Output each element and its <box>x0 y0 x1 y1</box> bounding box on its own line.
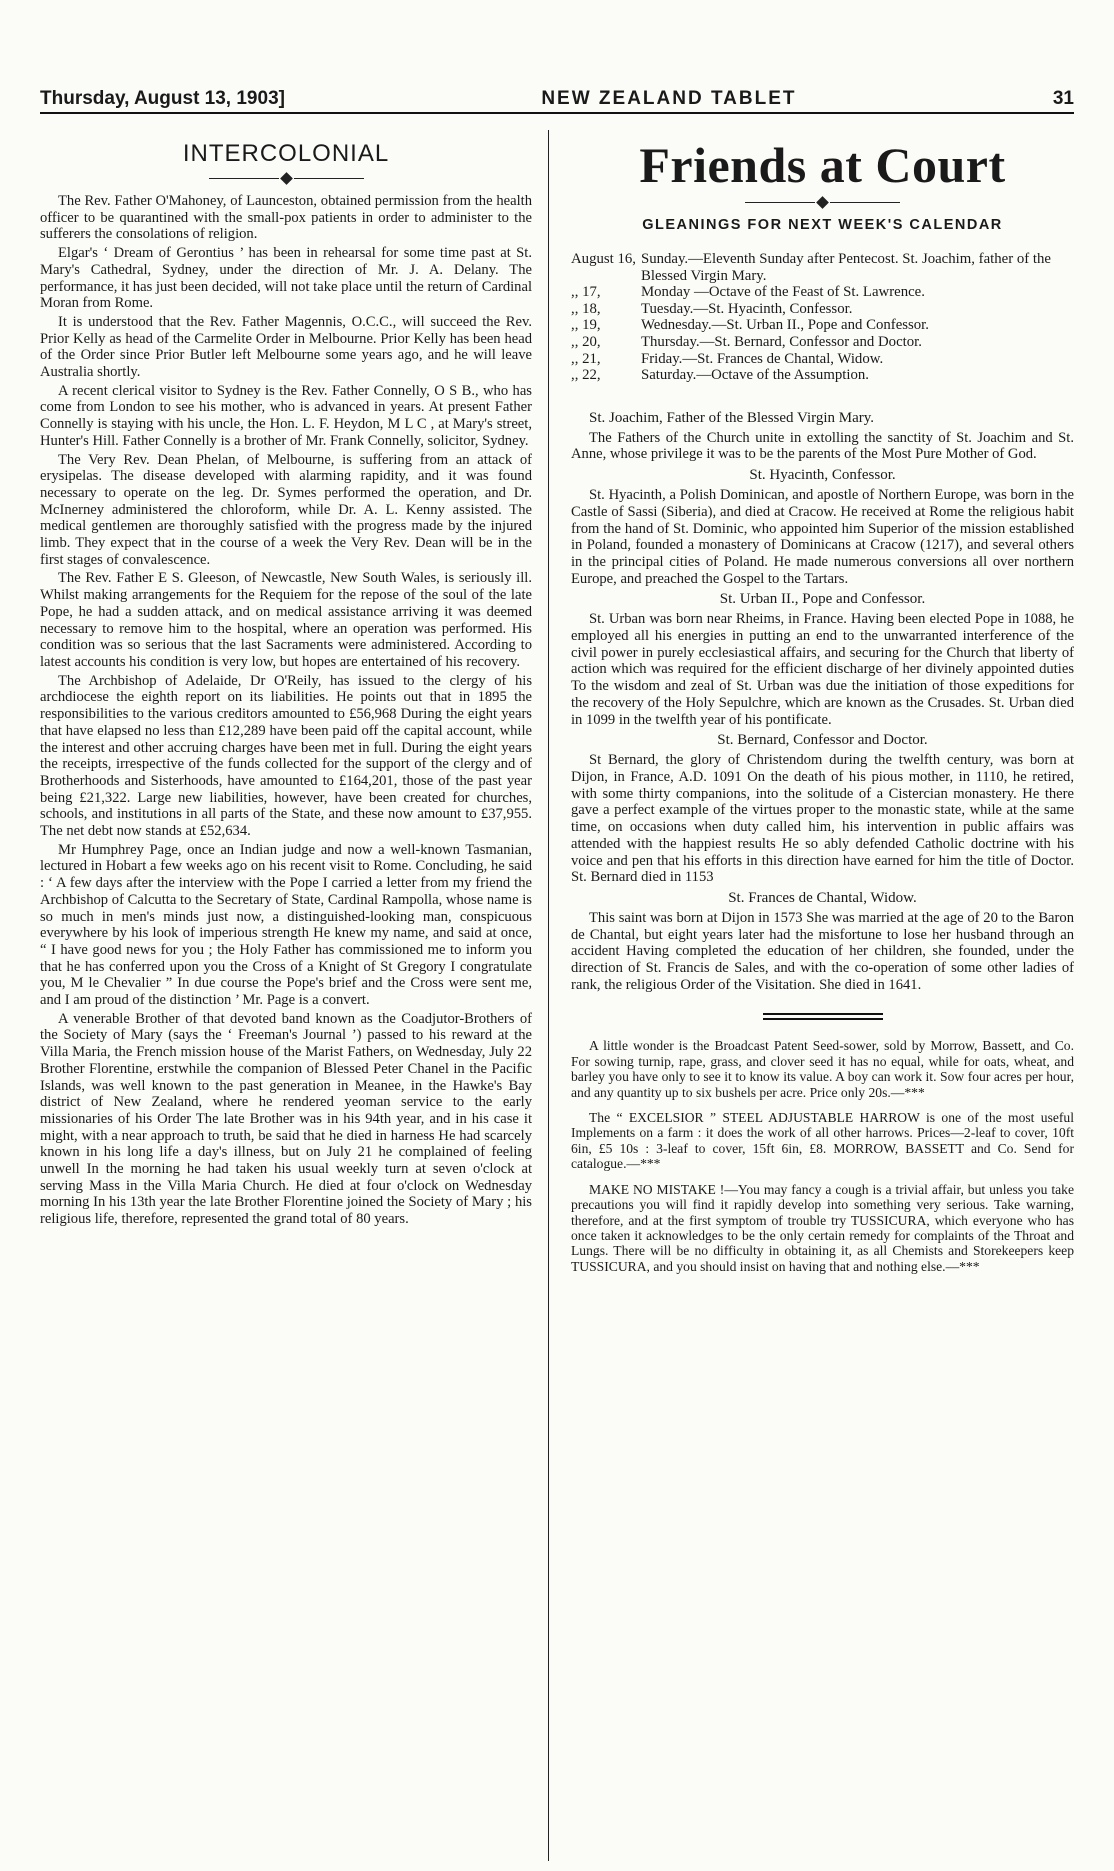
calendar-entry <box>571 334 1074 351</box>
friends-heading: Friends at Court <box>639 137 1006 193</box>
intercolonial-heading: INTERCOLONIAL <box>182 140 390 167</box>
calendar-entry <box>571 284 1074 301</box>
issue-date: Thursday, August 13, 1903] <box>40 88 285 109</box>
page-number: 31 <box>1052 88 1074 109</box>
saint-title: St. Hyacinth, Confessor. <box>749 467 896 484</box>
calendar-text: Friday.—St. Frances de Chantal, Widow. <box>641 350 884 367</box>
article-paragraph: Mr Humphrey Page, once an Indian judge and now a well-known Tasmanian, lectured in Hobart a few weeks ago on his recent visit to Rome. Concluding, he said : ‘ A few days after the interview with the Pope I carried a letter from my friend the Archbishop of Calcutta to the Secretary of State, Cardinal Rampolla, whose name is so much in men's minds just now, a distinguished-looking man, conspicuous everywhere by his look of imperious strength He knew my name, and said at once, “ I have good news for you ; the Holy Father has commissioned me to inform you that he has conferred upon you the Cross of a Knight of St Gregory I congratulate you, M le Chevalier ” In due course the Pope's brief and the Cross were sent me, and I am proud of the distinction ’ Mr. Page is a convert. <box>40 841 532 1009</box>
calendar-date: ,, 22, <box>571 367 601 384</box>
calendar-entry <box>571 251 1074 284</box>
article-paragraph: The Archbishop of Adelaide, Dr O'Reily, has issued to the clergy of his archdiocese the eighth report on its liabilities. He points out that in 1895 the responsibilities to the various creditors amounted to £56,968 During the eight years that have elapsed no less than £12,289 have been paid off the capital account, while the interest and other accruing charges have been met in full. During the eight years the receipts, irrespective of the funds collected for the support of the clergy and of Brotherhoods and Sisterhoods, have amounted to £164,201, those of the past year being £21,322. Large new liabilities, however, have been created for churches, schools, and institutions in all parts of the State, and these now amount to £37,955. The net debt now stands at £52,634. <box>40 672 532 840</box>
saint-paragraph: The Fathers of the Church unite in extolling the sanctity of St. Joachim and St. Anne, whose privilege it was to be the parents of the Most Pure Mother of God. <box>571 429 1074 463</box>
intercolonial-column <box>40 122 548 1861</box>
newspaper-title: NEW ZEALAND TABLET <box>541 88 797 109</box>
advertisement-paragraph: A little wonder is the Broadcast Patent Seed-sower, sold by Morrow, Bassett, and Co. For sowing turnip, rape, grass, and clover seed it has no equal, while for oats, wheat, and barley you have only to see it to know its value. A boy can work it. Sow four acres per hour, and any quantity up to six bushels per acre. Price only 20s.—*** <box>571 1038 1074 1100</box>
calendar-date: August 16, <box>571 251 636 267</box>
article-paragraph: The Very Rev. Dean Phelan, of Melbourne, is suffering from an attack of erysipelas. The disease developed with alarming rapidity, and it was found necessary to operate on the leg. Dr. Symes performed the operation, and Dr. McInerney administered the chloroform, while Dr. A. L. Kenny assisted. The medical gentlemen are thoroughly satisfied with the progress made by the injured limb. They expect that in the course of a week the Very Rev. Dean will be in the first stages of convalescence. <box>40 451 532 568</box>
saint-title: St. Frances de Chantal, Widow. <box>728 889 917 906</box>
calendar-date: ,, 21, <box>571 350 601 367</box>
double-rule <box>763 1013 883 1020</box>
article-paragraph: The Rev. Father E S. Gleeson, of Newcastle, New South Wales, is seriously ill. Whilst making arrangements for the Requiem for the repose of the soul of the late Pope, he had a sudden attack, and on medical assistance arriving it was deemed necessary to remove him to the hospital, where an operation was performed. His condition was so serious that the last Sacraments were administered. According to latest accounts his condition is very low, but hopes are entertained of his recovery. <box>40 570 532 670</box>
calendar-text: Sunday.—Eleventh Sunday after Pentecost. St. Joachim, father of the Blessed Virgin Mary. <box>641 251 1051 284</box>
calendar-date: ,, 17, <box>571 284 601 301</box>
article-paragraph: A recent clerical visitor to Sydney is the Rev. Father Connelly, O S B., who has come from London to see his mother, who is advanced in years. At present Father Connelly is staying with his uncle, the Hon. L. F. Heydon, M L C , at Mary's street, Hunter's Hill. Father Connelly is a brother of Mr. Frank Connelly, solicitor, Sydney. <box>40 382 532 449</box>
intercolonial-body <box>40 193 532 1228</box>
calendar-date: ,, 19, <box>571 317 601 334</box>
calendar-text: Wednesday.—St. Urban II., Pope and Confessor. <box>641 317 929 334</box>
calendar-text: Saturday.—Octave of the Assumption. <box>641 367 869 384</box>
saints-section <box>571 410 1074 994</box>
calendar-entry <box>571 317 1074 334</box>
article-paragraph: Elgar's ‘ Dream of Gerontius ’ has been in rehearsal for some time past at St. Mary's Cathedral, Sydney, under the direction of Mr. J. A. Delany. The performance, it has just been decided, will not take place until the return of Cardinal Moran from Rome. <box>40 245 532 312</box>
calendar-list <box>571 251 1074 384</box>
calendar-date: ,, 18, <box>571 300 601 317</box>
advertisement-paragraph: The “ EXCELSIOR ” STEEL ADJUSTABLE HARROW is one of the most useful Implements on a farm : it does the work of all other harrows. Prices—2-leaf to cover, 10ft 6in, £5 10s : 3-leaf to cover, 15ft 6in, £8. MORROW, BASSETT and Co. Send for catalogue.—*** <box>571 1110 1074 1172</box>
saint-paragraph: St Bernard, the glory of Christendom during the twelfth century, was born at Dijon, in France, A.D. 1091 On the death of his pious mother, in 1110, he retired, with some thirty companions, into the solitude of a Cistercian monastery. He there gave a perfect example of the virtues proper to the monastic state, while at the same time, on occasions when duty called him, his intervention in public affairs was attended with the happiest results He so ably defended Catholic doctrine with his voice and pen that his efforts in this direction have earned for him the title of Doctor. St. Bernard died in 1153 <box>571 752 1074 886</box>
saint-paragraph: St. Urban was born near Rheims, in France. Having been elected Pope in 1088, he employed all his energies in putting an end to the unwarranted interference of the civil power in purely ecclesiastical affairs, and securing for the Church that liberty of action which was required for the efficient discharge of her divinely appointed duties To the wisdom and zeal of St. Urban was due the initiation of those expeditions for the recovery of the Holy Sepulchre, which are known as the Crusades. St. Urban died in 1099 in the twelfth year of his pontificate. <box>571 611 1074 728</box>
calendar-entry <box>571 301 1074 318</box>
article-paragraph: It is understood that the Rev. Father Magennis, O.C.C., will succeed the Rev. Prior Kelly as head of the Carmelite Order in Melbourne. Prior Kelly has been head of the Order since Prior Butler left Melbourne some years ago, and he will leave Australia shortly. <box>40 313 532 381</box>
article-paragraph: The Rev. Father O'Mahoney, of Launceston, obtained permission from the health officer to be quarantined with the small-pox patients in order to administer to the sufferers the consolations of religion. <box>40 193 532 243</box>
calendar-text: Thursday.—St. Bernard, Confessor and Doctor. <box>641 333 922 350</box>
friends-column <box>549 122 1074 1861</box>
calendar-date: ,, 20, <box>571 333 601 350</box>
advertisement-paragraph: MAKE NO MISTAKE !—You may fancy a cough is a trivial affair, but unless you take precautions you will find it rapidly develop into something very serious. Take warning, therefore, and at the first symptom of trouble try TUSSICURA, which everyone who has once taken it acknowledges to be the only certain remedy for complaints of the Throat and Lungs. There will be no difficulty in obtaining it, as all Chemists and Storekeepers keep TUSSICURA, and you should insist on having that and nothing else.—*** <box>571 1181 1074 1274</box>
advertisements <box>571 1038 1074 1274</box>
ornament-divider <box>571 198 1074 207</box>
saint-title: St. Joachim, Father of the Blessed Virgin Mary. <box>589 409 875 426</box>
columns <box>40 122 1074 1861</box>
article-paragraph: A venerable Brother of that devoted band known as the Coadjutor-Brothers of the Society of Mary (says the ‘ Freeman's Journal ’) passed to his reward at the Villa Maria, the French mission house of the Marist Fathers, on Wednesday, July 22 Brother Florentine, erstwhile the companion of Blessed Peter Chanel in the Pacific Islands, was well known to the past generation in Meanee, in the Hawke's Bay district of New Zealand, where he rendered yeoman service to the early missionaries of his Order The late Brother was in his 94th year, and in his case it might, with a near approach to truth, be said that he died in harness He had scarcely known in his long life a day's illness, but on July 21 he complained of feeling unwell In the morning he had taken his usual weekly turn at seven o'clock at serving Mass in the Villa Maria Church. He died at four o'clock on Wednesday morning In his 13th year the late Brother Florentine joined the Society of Mary ; his religious life, therefore, represented the grand total of 80 years. <box>40 1010 532 1228</box>
calendar-text: Monday —Octave of the Feast of St. Lawrence. <box>641 284 925 301</box>
saint-paragraph: St. Hyacinth, a Polish Dominican, and apostle of Northern Europe, was born in the Castle of Sassi (Siberia), and died at Cracow. He received at Rome the religious habit from the hand of St. Dominic, who appointed him Superior of the mission established in Poland, founded a monastery of Dominicans at Cracow (1217), and several others in the principal cities of Poland. He made numerous conversions all over northern Europe, and preached the Gospel to the Tartars. <box>571 487 1074 587</box>
saint-title: St. Urban II., Pope and Confessor. <box>719 591 926 608</box>
calendar-subheading: GLEANINGS FOR NEXT WEEK'S CALENDAR <box>642 217 1003 233</box>
masthead <box>40 78 1074 114</box>
calendar-entry <box>571 367 1074 384</box>
calendar-text: Tuesday.—St. Hyacinth, Confessor. <box>641 300 853 317</box>
saint-paragraph: This saint was born at Dijon in 1573 She was married at the age of 20 to the Baron de Chantal, but eight years later had the misfortune to lose her husband through an accident Having completed the education of her children, she founded, under the direction of St. Francis de Sales, and with the co-operation of some other ladies of rank, the religious Order of the Visitation. She died in 1641. <box>571 909 1074 993</box>
calendar-entry <box>571 351 1074 368</box>
ornament-divider <box>40 174 532 183</box>
saint-title: St. Bernard, Confessor and Doctor. <box>717 732 928 749</box>
